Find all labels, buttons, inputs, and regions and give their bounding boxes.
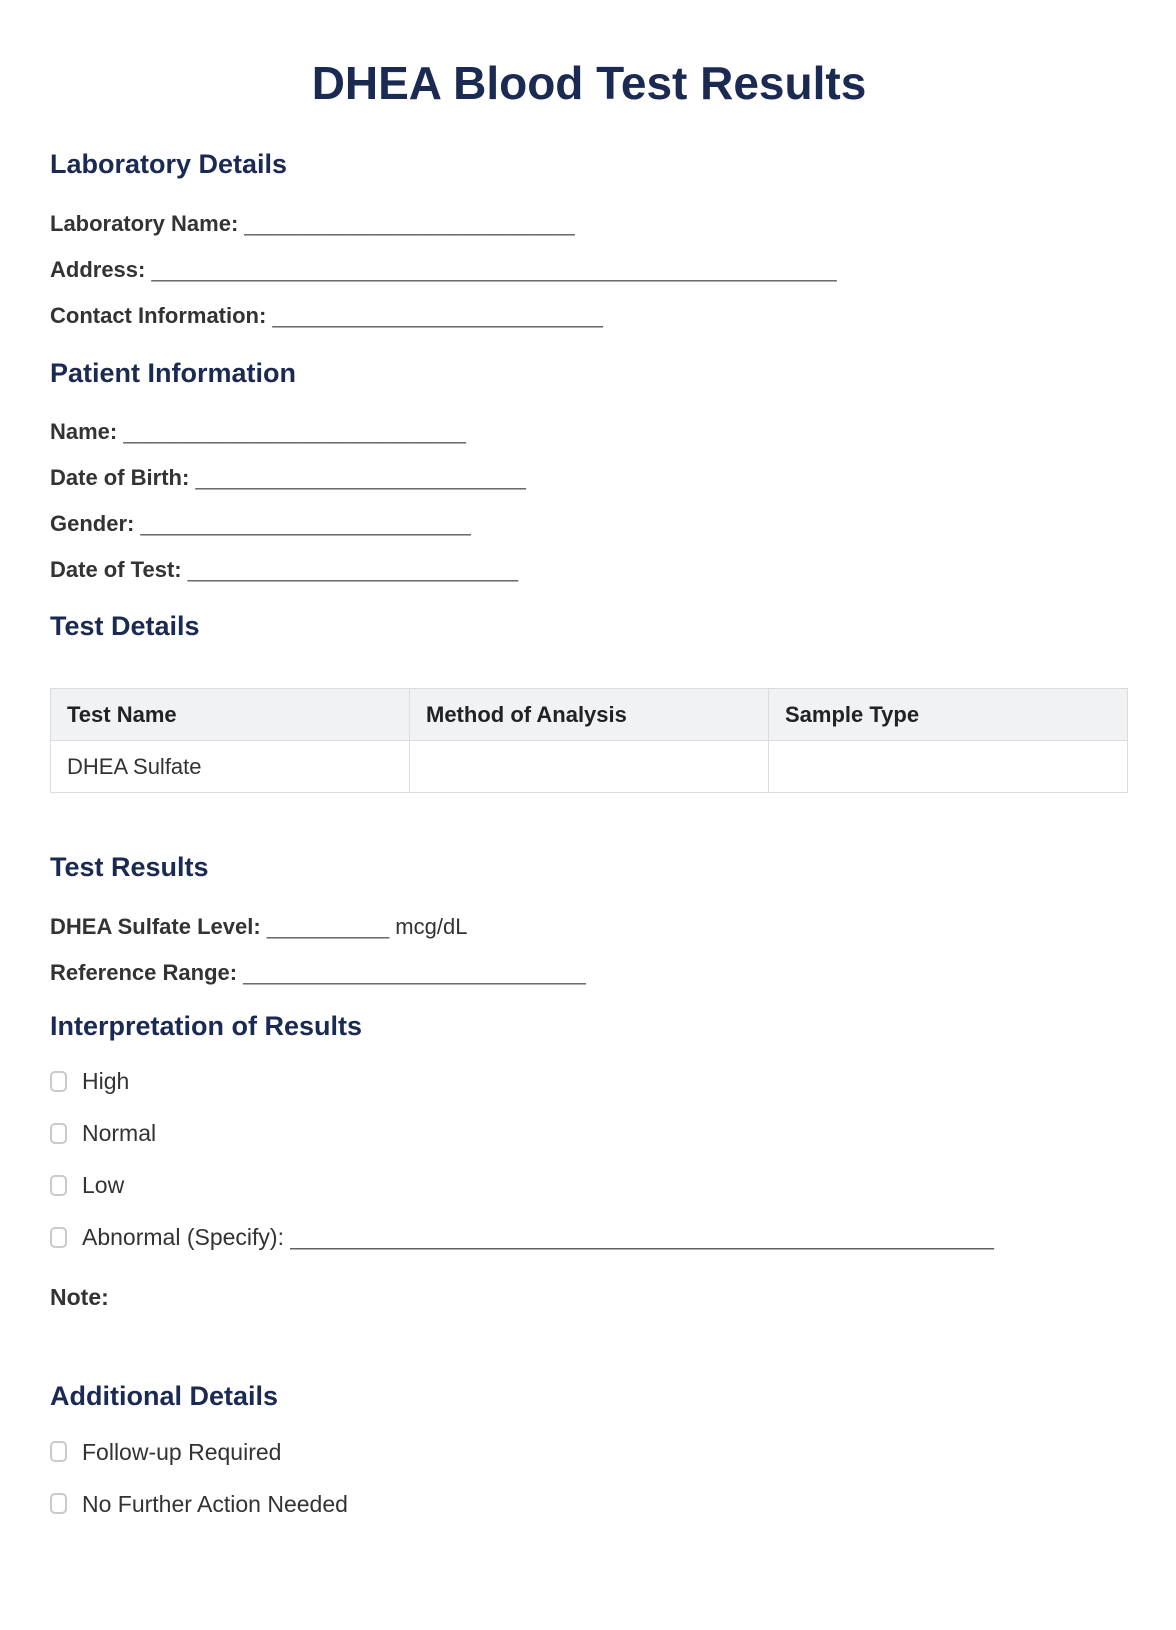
follow-up-required-checkbox[interactable]: [50, 1441, 67, 1462]
page-title: DHEA Blood Test Results: [311, 57, 867, 109]
test-results-heading: Test Results: [50, 852, 209, 883]
dhea-sulfate-level-field: [50, 912, 1128, 942]
interpretation-option-normal: [50, 1118, 1128, 1148]
gender-label: Gender:: [50, 511, 135, 537]
gender-field: [50, 509, 1128, 539]
method-of-analysis-column-header: Method of Analysis: [410, 689, 769, 741]
laboratory-details-heading: Laboratory Details: [50, 149, 288, 180]
laboratory-name-blank[interactable]: ___________________________: [244, 210, 575, 236]
date-of-test-field: [50, 555, 1128, 585]
normal-label: Normal: [82, 1120, 157, 1147]
address-label: Address:: [50, 256, 146, 282]
note-field: [50, 1282, 1128, 1312]
reference-range-blank[interactable]: ____________________________: [243, 959, 586, 985]
address-blank[interactable]: ________________________________________________________: [151, 256, 837, 282]
dhea-sulfate-level-label: DHEA Sulfate Level:: [50, 913, 261, 939]
note-label: Note:: [50, 1284, 109, 1311]
low-label: Low: [82, 1172, 125, 1199]
patient-name-label: Name:: [50, 419, 118, 445]
interpretation-heading: Interpretation of Results: [50, 1010, 363, 1041]
laboratory-name-label: Laboratory Name:: [50, 210, 239, 236]
contact-information-blank[interactable]: ___________________________: [272, 302, 603, 328]
follow-up-required-label: Follow-up Required: [82, 1438, 282, 1465]
no-further-action-checkbox[interactable]: [50, 1493, 67, 1514]
patient-name-blank[interactable]: ____________________________: [123, 419, 466, 445]
abnormal-checkbox[interactable]: [50, 1227, 67, 1248]
interpretation-option-high: [50, 1066, 1128, 1096]
address-field: [50, 255, 1128, 285]
test-name-cell: DHEA Sulfate: [51, 741, 410, 793]
contact-information-field: [50, 301, 1128, 331]
additional-option-follow-up: [50, 1437, 1128, 1467]
gender-blank[interactable]: ___________________________: [140, 511, 471, 537]
abnormal-label: Abnormal (Specify):: [82, 1224, 284, 1251]
date-of-birth-field: [50, 463, 1128, 493]
table-header-row: [51, 689, 1128, 741]
additional-option-no-action: [50, 1489, 1128, 1519]
interpretation-option-abnormal: [50, 1222, 1128, 1252]
test-name-column-header: Test Name: [51, 689, 410, 741]
date-of-birth-label: Date of Birth:: [50, 465, 190, 491]
patient-name-field: [50, 417, 1128, 447]
additional-details-heading: Additional Details: [50, 1381, 279, 1412]
date-of-test-label: Date of Test:: [50, 557, 182, 583]
table-row: [51, 741, 1128, 793]
low-checkbox[interactable]: [50, 1175, 67, 1196]
test-details-table: [50, 688, 1128, 793]
date-of-birth-blank[interactable]: ___________________________: [195, 465, 526, 491]
sample-type-cell[interactable]: [769, 741, 1128, 793]
abnormal-specify-blank[interactable]: _______________________________________________________: [290, 1224, 994, 1251]
sample-type-column-header: Sample Type: [769, 689, 1128, 741]
patient-information-heading: Patient Information: [50, 357, 297, 388]
date-of-test-blank[interactable]: ___________________________: [187, 557, 519, 583]
dhea-sulfate-level-unit: mcg/dL: [395, 913, 468, 939]
high-checkbox[interactable]: [50, 1071, 67, 1092]
interpretation-option-low: [50, 1170, 1128, 1200]
test-details-heading: Test Details: [50, 611, 200, 642]
reference-range-field: [50, 958, 1128, 988]
dhea-sulfate-level-blank[interactable]: __________: [266, 913, 390, 939]
reference-range-label: Reference Range:: [50, 959, 238, 985]
method-of-analysis-cell[interactable]: [410, 741, 769, 793]
high-label: High: [82, 1068, 130, 1095]
no-further-action-label: No Further Action Needed: [82, 1490, 348, 1517]
normal-checkbox[interactable]: [50, 1123, 67, 1144]
contact-information-label: Contact Information:: [50, 302, 267, 328]
laboratory-name-field: [50, 209, 1128, 239]
